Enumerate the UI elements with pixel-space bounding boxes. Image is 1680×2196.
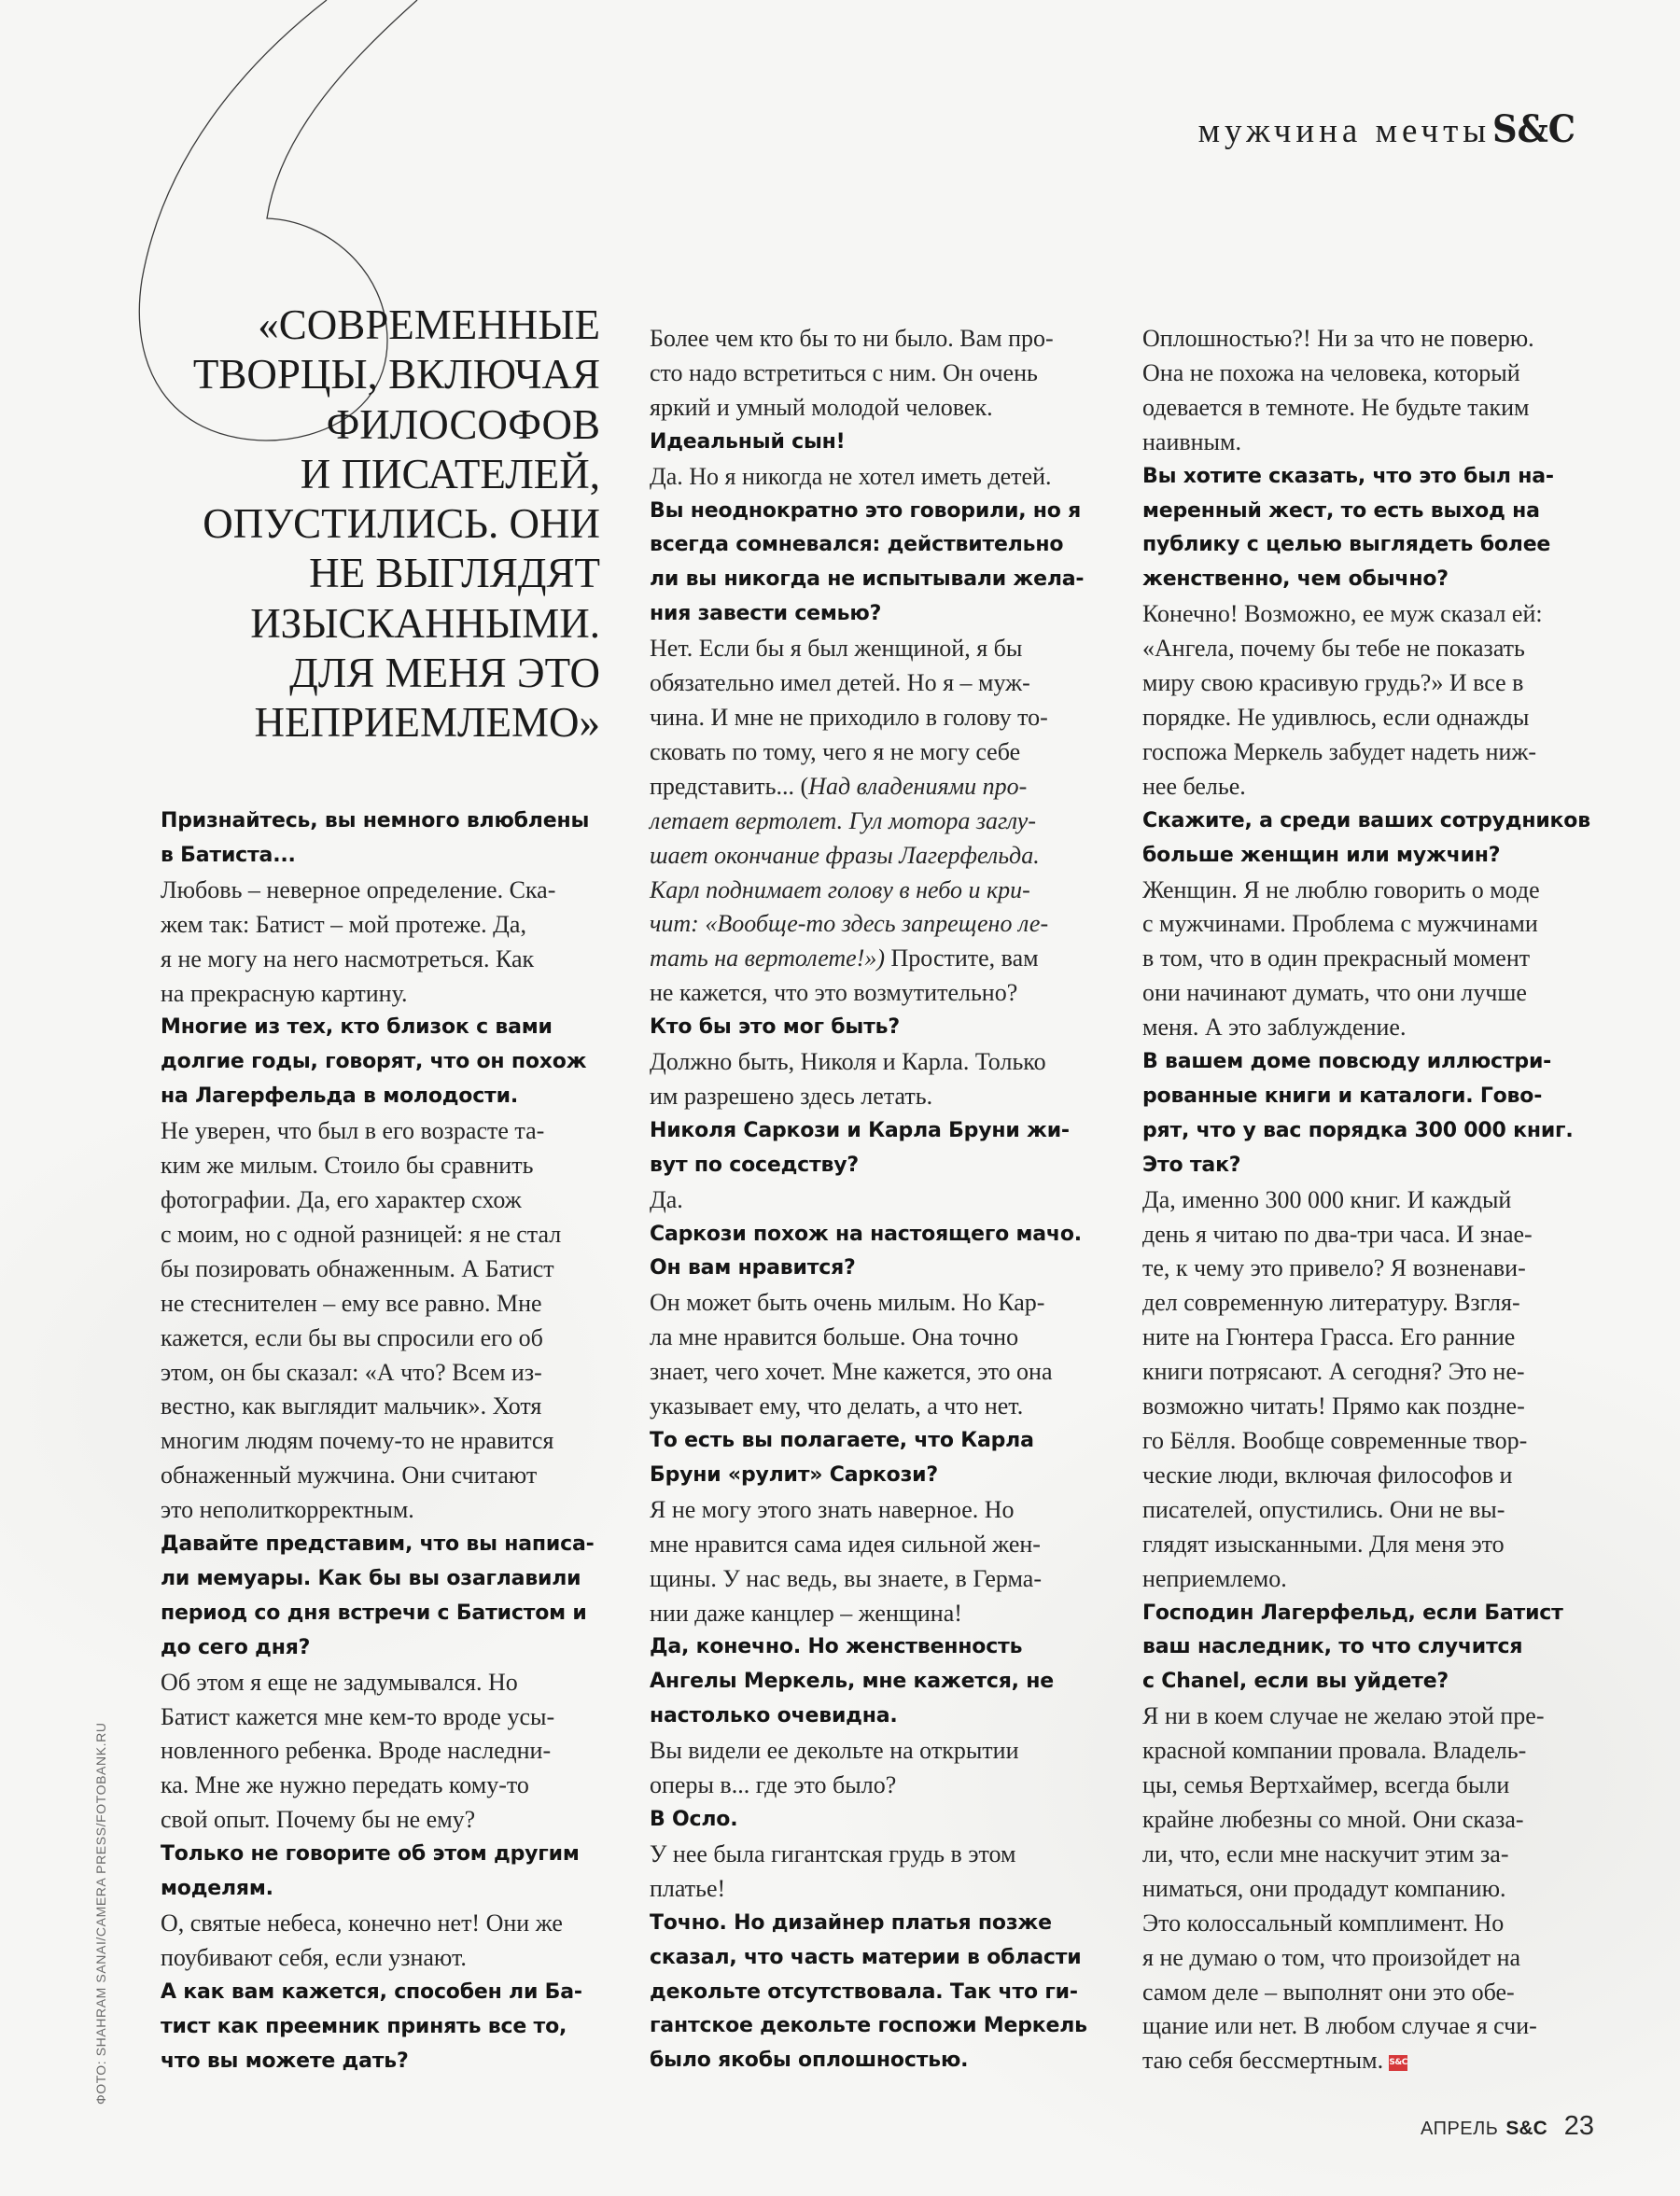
- text-line: нее белье.: [1142, 772, 1246, 800]
- text-line: То есть вы полагаете, что Карла: [650, 1429, 1034, 1452]
- text-line: я не думаю о том, что произойдет на: [1142, 1943, 1521, 1971]
- answer-text: представить... (: [650, 772, 809, 800]
- text-line: [650, 874, 1088, 908]
- text-line: О, святые небеса, конечно нет! Они же: [161, 1909, 563, 1937]
- text-line: ваш наследник, то что случится: [1142, 1635, 1523, 1659]
- photo-credit: ФОТО: SHAHRAM SANAI/CAMERA PRESS/FOTOBANK.RU: [93, 1722, 108, 2105]
- interview-question: [1142, 460, 1581, 598]
- interview-answer: [650, 1286, 1088, 1424]
- section-title-text: мужчина мечты: [1197, 112, 1491, 150]
- text-line: больше женщин или мужчин?: [1142, 843, 1501, 867]
- text-line: Скажите, а среди ваших сотрудников: [1142, 808, 1590, 832]
- text-line: Ангелы Меркель, мне кажется, не: [650, 1670, 1054, 1694]
- text-line: щины. У нас ведь, вы знаете, в Герма-: [650, 1564, 1042, 1592]
- interview-question: [650, 1218, 1088, 1287]
- text-line: Точно. Но дизайнер платья позже: [650, 1910, 1052, 1935]
- pull-quote-line: И ПИСАТЕЛЕЙ,: [300, 450, 600, 497]
- interview-question: [161, 1976, 599, 2079]
- stage-direction-text: летает вертолет. Гул мотора заглу-: [650, 806, 1036, 834]
- text-line: самом деле – выполнят они это обе-: [1142, 1978, 1515, 2006]
- interview-question: [650, 1011, 1088, 1045]
- text-line: Оплошностью?! Ни за что не поверю.: [1142, 325, 1534, 352]
- text-line: таю себя бессмертным. S&C: [1142, 2047, 1407, 2075]
- text-line: «Ангела, почему бы тебе не показать: [1142, 635, 1525, 663]
- text-line: У нее была гигантская грудь в этом: [650, 1839, 1016, 1867]
- text-line: рованные книги и каталоги. Гово-: [1142, 1084, 1543, 1108]
- interview-answer: [161, 1907, 599, 1976]
- text-line: свой опыт. Почему бы не ему?: [161, 1806, 476, 1834]
- text-line: в том, что в один прекрасный момент: [1142, 944, 1531, 972]
- text-line: Я ни в коем случае не желаю этой пре-: [1142, 1702, 1545, 1730]
- text-line: Батист кажется мне кем-то вроде усы-: [161, 1702, 555, 1730]
- text-line: им разрешено здесь летать.: [650, 1082, 933, 1110]
- pull-quote-line: ИЗЫСКАННЫМИ.: [250, 599, 600, 647]
- interview-answer: [650, 322, 1088, 426]
- text-line: Конечно! Возможно, ее муж сказал ей:: [1142, 600, 1543, 628]
- interview-answer: [650, 1045, 1088, 1114]
- text-line: Должно быть, Николя и Карла. Только: [650, 1048, 1046, 1076]
- article-column-left: [161, 804, 599, 2079]
- text-line: неприемлемо.: [1142, 1564, 1287, 1592]
- text-line: Бруни «рулит» Саркози?: [650, 1462, 938, 1487]
- text-line: Он вам нравится?: [650, 1256, 856, 1280]
- text-line: что вы можете дать?: [161, 2049, 409, 2073]
- issue-month: АПРЕЛЬ: [1420, 2119, 1499, 2139]
- text-line: В Осло.: [650, 1807, 738, 1831]
- pull-quote-line: НЕПРИЕМЛЕМО»: [254, 699, 600, 747]
- text-line: Только не говорите об этом другим: [161, 1842, 580, 1867]
- interview-question: [650, 1630, 1088, 1734]
- interview-answer: [650, 1493, 1088, 1631]
- text-line: не стеснителен – ему все равно. Мне: [161, 1289, 542, 1317]
- text-line: [650, 942, 1088, 976]
- article-column-right: [1142, 322, 1590, 2078]
- text-line: меня. А это заблуждение.: [1142, 1014, 1407, 1042]
- text-line: сказал, что часть материи в области: [650, 1945, 1082, 1969]
- text-line: бы позировать обнаженным. А Батист: [161, 1254, 554, 1282]
- text-line: до сего дня?: [161, 1635, 311, 1659]
- text-line: на прекрасную картину.: [161, 979, 408, 1007]
- text-line: Нет. Если бы я был женщиной, я бы: [650, 635, 1023, 663]
- text-line: Вы хотите сказать, что это был на-: [1142, 464, 1554, 488]
- pull-quote-line: ДЛЯ МЕНЯ ЭТО: [289, 650, 600, 697]
- interview-question: [1142, 1597, 1581, 1700]
- text-line: го Бёлля. Вообще современные твор-: [1142, 1427, 1528, 1454]
- text-line: ли вы никогда не испытывали жела-: [650, 567, 1085, 592]
- pull-quote-line: «СОВРЕМЕННЫЕ: [258, 301, 600, 348]
- text-line: Она не похожа на человека, который: [1142, 358, 1520, 386]
- text-line: возможно читать! Прямо как поздне-: [1142, 1392, 1525, 1420]
- text-line: Он может быть очень милым. Но Кар-: [650, 1289, 1045, 1317]
- text-line: Вы неоднократно это говорили, но я: [650, 498, 1082, 523]
- text-line: гантское декольте госпожи Меркель: [650, 2014, 1087, 2038]
- interview-question: [161, 1838, 599, 1907]
- text-line: сковать по тому, чего я не могу себе: [650, 737, 1021, 765]
- text-line: Да.: [650, 1185, 683, 1213]
- text-line: платье!: [650, 1874, 726, 1902]
- pull-quote-line: ТВОРЦЫ, ВКЛЮЧАЯ: [192, 351, 600, 399]
- text-line: Да. Но я никогда не хотел иметь детей.: [650, 462, 1052, 490]
- text-line: миру свою красивую грудь?» И все в: [1142, 669, 1524, 697]
- text-line: обнаженный мужчина. Они считают: [161, 1462, 538, 1490]
- text-line: одевается в темноте. Не будьте таким: [1142, 393, 1530, 421]
- text-line: щание или нет. В любом случае я счи-: [1142, 2012, 1537, 2040]
- text-line: вестно, как выглядит мальчик». Хотя: [161, 1392, 542, 1420]
- text-line: кажется, если бы вы спросили его об: [161, 1323, 543, 1351]
- interview-question: [650, 1907, 1088, 2079]
- stage-direction-text: чит: «Вообще-то здесь запрещено ле-: [650, 910, 1049, 938]
- text-line: В вашем доме повсюду иллюстри-: [1142, 1050, 1552, 1074]
- text-line: женственно, чем обычно?: [1142, 567, 1449, 592]
- text-line: оперы в... где это было?: [650, 1771, 897, 1799]
- text-line: это неполиткорректным.: [161, 1496, 414, 1524]
- text-line: [650, 976, 1088, 1011]
- text-line: писателей, опустились. Они не вы-: [1142, 1495, 1505, 1523]
- interview-answer: [650, 460, 1088, 495]
- interview-answer: [650, 1838, 1088, 1907]
- interview-answer: [1142, 874, 1581, 1046]
- magazine-logo: S&C: [1492, 107, 1576, 151]
- text-line: Кто бы это мог быть?: [650, 1015, 900, 1040]
- text-line: долгие годы, говорят, что он похож: [161, 1050, 587, 1074]
- text-line: настолько очевидна.: [650, 1704, 898, 1728]
- stage-direction-text: Карл поднимает голову в небо и кри-: [650, 875, 1030, 903]
- text-line: Любовь – неверное определение. Ска-: [161, 875, 556, 903]
- text-line: жем так: Батист – мой протеже. Да,: [161, 910, 526, 938]
- answer-text: Простите, вам: [885, 944, 1039, 972]
- text-line: дел современную литературу. Взгля-: [1142, 1289, 1520, 1317]
- text-line: Об этом я еще не задумывался. Но: [161, 1668, 518, 1696]
- interview-answer: [1142, 322, 1581, 460]
- text-line: крайне любезны со мной. Они сказа-: [1142, 1805, 1524, 1833]
- text-line: обязательно имел детей. Но я – муж-: [650, 669, 1030, 697]
- interview-question: [1142, 1045, 1581, 1183]
- interview-question: [161, 1528, 599, 1666]
- text-line: мне нравится сама идея сильной жен-: [650, 1530, 1041, 1558]
- interview-question: [650, 426, 1088, 460]
- interview-question: [650, 495, 1088, 633]
- text-line: Вы видели ее декольте на открытии: [650, 1737, 1019, 1765]
- stage-direction-text: тать на вертолете!»): [650, 944, 886, 972]
- text-line: Да, именно 300 000 книг. И каждый: [1142, 1185, 1512, 1213]
- text-line: вут по соседству?: [650, 1153, 859, 1177]
- text-line: те, к чему это привело? Я возненави-: [1142, 1254, 1526, 1282]
- text-line: чина. И мне не приходило в голову то-: [650, 703, 1048, 731]
- text-line: сто надо встретиться с ним. Он очень: [650, 358, 1038, 386]
- text-line: ния завести семью?: [650, 602, 882, 626]
- interview-answer: [1142, 1699, 1581, 2078]
- answer-text: не кажется, что это возмутительно?: [650, 979, 1018, 1007]
- text-line: [650, 770, 1088, 804]
- text-line: Более чем кто бы то ни было. Вам про-: [650, 325, 1054, 352]
- interview-question: [1142, 804, 1590, 874]
- text-line: Саркози похож на настоящего мачо.: [650, 1222, 1082, 1246]
- text-line: Давайте представим, что вы написа-: [161, 1532, 595, 1557]
- text-line: порядке. Не удивлюсь, если однажды: [1142, 703, 1530, 731]
- text-line: Я не могу этого знать наверное. Но: [650, 1495, 1015, 1523]
- end-of-article-logo-icon: S&C: [1389, 2055, 1407, 2071]
- text-line: публику с целью выглядеть более: [1142, 533, 1551, 557]
- text-line: наивным.: [1142, 427, 1241, 455]
- page-footer: [1421, 2111, 1594, 2142]
- text-line: они начинают думать, что они лучше: [1142, 979, 1527, 1007]
- text-line: ните на Гюнтера Грасса. Его ранние: [1142, 1323, 1516, 1351]
- pull-quote-line: ОПУСТИЛИСЬ. ОНИ: [203, 500, 600, 548]
- text-line: ниматься, они продадут компанию.: [1142, 1874, 1506, 1902]
- interview-answer: [650, 770, 1088, 1011]
- text-line: меренный жест, то есть выход на: [1142, 498, 1540, 523]
- text-line: ли мемуары. Как бы вы озаглавили: [161, 1566, 581, 1590]
- text-line: в Батиста...: [161, 843, 296, 867]
- text-line: тист как преемник принять все то,: [161, 2014, 567, 2038]
- text-line: было якобы оплошностью.: [650, 2049, 969, 2073]
- interview-question: [650, 1114, 1088, 1183]
- pull-quote-line: ФИЛОСОФОВ: [326, 400, 600, 448]
- pull-quote-line: НЕ ВЫГЛЯДЯТ: [309, 550, 600, 597]
- pull-quote: [149, 301, 600, 748]
- text-line: Господин Лагерфельд, если Батист: [1142, 1601, 1563, 1625]
- interview-answer: [650, 1734, 1088, 1803]
- text-line: Николя Саркози и Карла Бруни жи-: [650, 1118, 1070, 1142]
- text-line: я не могу на него насмотреться. Как: [161, 944, 535, 972]
- text-line: ким же милым. Стоило бы сравнить: [161, 1152, 534, 1180]
- article-column-middle: [650, 322, 1088, 2078]
- text-line: [650, 839, 1088, 874]
- text-line: ла мне нравится больше. Она точно: [650, 1323, 1019, 1351]
- text-line: книги потрясают. А сегодня? Это не-: [1142, 1358, 1525, 1386]
- text-line: день я читаю по два-три часа. И знае-: [1142, 1220, 1533, 1248]
- page-number: 23: [1563, 2111, 1594, 2141]
- text-line: декольте отсутствовала. Так что ги-: [650, 1979, 1078, 2004]
- stage-direction-text: шает окончание фразы Лагерфельда.: [650, 841, 1040, 869]
- interview-question: [161, 804, 599, 874]
- text-line: Это так?: [1142, 1153, 1241, 1177]
- text-line: цы, семья Вертхаймер, всегда были: [1142, 1771, 1510, 1799]
- text-line: Многие из тех, кто близок с вами: [161, 1015, 553, 1040]
- text-line: ли, что, если мне наскучит этим за-: [1142, 1839, 1509, 1867]
- text-line: Идеальный сын!: [650, 429, 846, 454]
- text-line: с мужчинами. Проблема с мужчинами: [1142, 910, 1538, 938]
- text-line: глядят изысканными. Для меня это: [1142, 1530, 1505, 1558]
- interview-answer: [161, 874, 599, 1012]
- interview-answer: [161, 1114, 599, 1528]
- text-line: новленного ребенка. Вроде наследни-: [161, 1737, 552, 1765]
- interview-question: [161, 1011, 599, 1114]
- text-line: нии даже канцлер – женщина!: [650, 1599, 962, 1627]
- section-title: [1198, 107, 1583, 151]
- text-line: [650, 804, 1088, 839]
- text-line: Не уверен, что был в его возрасте та-: [161, 1117, 545, 1145]
- interview-answer: [161, 1666, 599, 1839]
- text-line: Признайтесь, вы немного влюблены: [161, 809, 590, 832]
- text-line: [650, 907, 1088, 942]
- text-line: фотографии. Да, его характер схож: [161, 1185, 522, 1213]
- text-line: яркий и умный молодой человек.: [650, 393, 993, 421]
- text-line: поубивают себя, если узнают.: [161, 1943, 467, 1971]
- text-line: на Лагерфельда в молодости.: [161, 1084, 518, 1109]
- interview-question: [650, 1803, 1088, 1838]
- text-line: этом, он бы сказал: «А что? Всем из-: [161, 1358, 542, 1386]
- footer-brand: S&C: [1505, 2118, 1547, 2139]
- interview-answer: [650, 632, 1088, 770]
- text-line: период со дня встречи с Батистом и: [161, 1601, 587, 1625]
- text-line: А как вам кажется, способен ли Ба-: [161, 1979, 582, 2004]
- text-line: рят, что у вас порядка 300 000 книг.: [1142, 1118, 1574, 1142]
- interview-answer: [1142, 597, 1581, 804]
- text-line: ческие люди, включая философов и: [1142, 1461, 1513, 1489]
- text-line: с моим, но с одной разницей: я не стал: [161, 1220, 562, 1248]
- text-line: с Chanel, если вы уйдете?: [1142, 1670, 1449, 1694]
- text-line: Это колоссальный комплимент. Но: [1142, 1909, 1505, 1937]
- text-line: Женщин. Я не люблю говорить о моде: [1142, 875, 1540, 903]
- text-line: моделям.: [161, 1877, 273, 1901]
- interview-answer: [1142, 1183, 1581, 1597]
- text-line: знает, чего хочет. Мне кажется, это она: [650, 1358, 1053, 1386]
- interview-question: [650, 1424, 1088, 1493]
- text-line: ка. Мне же нужно передать кому-то: [161, 1771, 529, 1799]
- text-line: указывает ему, что делать, а что нет.: [650, 1392, 1024, 1420]
- text-line: многим людям почему-то не нравится: [161, 1427, 554, 1455]
- text-line: госпожа Меркель забудет надеть ниж-: [1142, 737, 1537, 765]
- interview-answer: [650, 1183, 1088, 1218]
- stage-direction-text: Над владениями про-: [808, 772, 1028, 800]
- text-line: Да, конечно. Но женственность: [650, 1635, 1023, 1659]
- text-line: всегда сомневался: действительно: [650, 533, 1064, 557]
- text-line: красной компании провала. Владель-: [1142, 1737, 1527, 1765]
